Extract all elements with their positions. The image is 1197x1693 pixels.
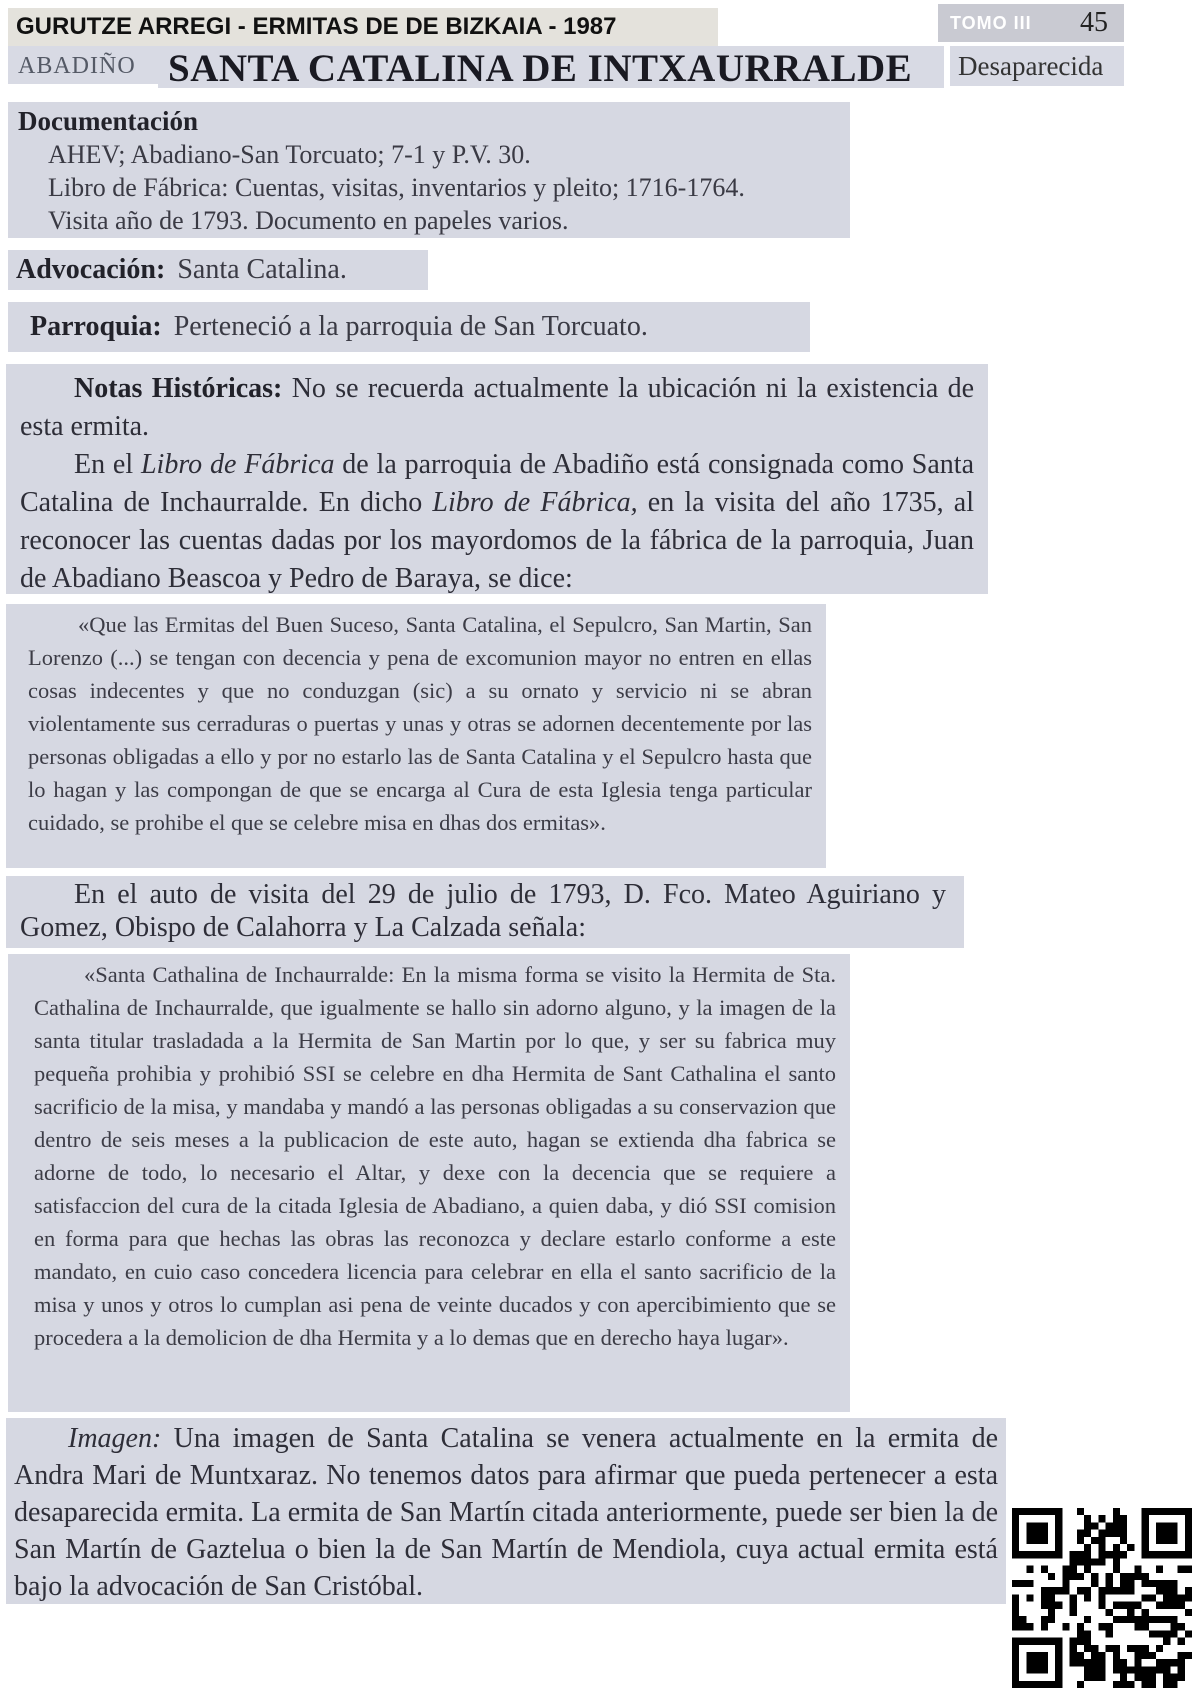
- page-title: SANTA CATALINA DE INTXAURRALDE: [158, 46, 944, 88]
- historical-notes-paragraph: [20, 446, 974, 598]
- documentation-line: Libro de Fábrica: Cuentas, visitas, inventarios y pleito; 1716-1764.: [48, 173, 745, 202]
- quote-1735-text: «Que las Ermitas del Buen Suceso, Santa Catalina, el Sepulcro, San Martin, San Lorenzo (...) se tengan con decencia y pena de excomunion mayor no entren en ellas cosas indecentes y que no conduzgan (sic) a su ornato y servicio ni se abran violentamente sus cerraduras o puertas y unas y otras se adornen decentemente por las personas obligadas a ello y por no estarlo las de Santa Catalina y el Sepulcro hasta que lo hagan y las compongan de que se encarga al Cura de esta Iglesia tenga particular cuidado, se prohibe el que se celebre misa en dhas dos ermitas».: [28, 612, 812, 835]
- notes-text-fragment: de la parroquia de Abadiño está consignada como Santa Catalina de Inchaurralde. En dicho: [20, 449, 975, 518]
- parish-value: Perteneció a la parroquia de San Torcuato.: [173, 311, 648, 342]
- image-label: Imagen:: [68, 1423, 162, 1454]
- quote-1735: [6, 604, 826, 868]
- documentation-heading: Documentación: [18, 106, 198, 136]
- book-title-italic: Libro de Fábrica: [140, 449, 335, 480]
- documentation-line: AHEV; Abadiano-San Torcuato; 7-1 y P.V. 30.: [48, 140, 531, 169]
- historical-notes-section: [6, 364, 988, 594]
- book-title-italic: Libro de Fábrica,: [432, 487, 638, 518]
- quote-1793-text: «Santa Cathalina de Inchaurralde: En la misma forma se visito la Hermita de Sta. Cathalina de Inchaurralde, que igualmente se hallo sin adorno alguno, y la imagen de la santa titular trasladada a la Hermita de San Martin por lo que, y ser su fabrica muy pequeña prohibia y prohibió SSI se celebre en dha Hermita de Sant Cathalina el santo sacrificio de la misa, y mandaba y mandó a las personas obligadas a su conservazion que dentro de seis meses a la publicacion de este auto, hagan se extienda dha fabrica se adorne de todo, lo necesario el Altar, y dexe con la decencia que se requiere a satisfaccion del cura de la citada Iglesia de Abadiano, a quien daba, y dió SSI comision en forma para que hechas las obras las reconozca y declare estarlo conforme a este mandato, en cuio caso concedera licencia para celebrar en ella el santo sacrificio de la misa y unos y otros lo cumplan asi pena de veinte ducados y con apercibimiento que se procedera a la demolicion de dha Hermita y a lo demas que en derecho haya lugar».: [34, 962, 836, 1350]
- image-text: Una imagen de Santa Catalina se venera actualmente en la ermita de Andra Mari de Muntxaraz. No tenemos datos para afirmar que pueda pertenecer a esta desaparecida ermita. La ermita de San Martín citada anteriormente, puede ser bien la de San Martín de Gaztelua o bien la de San Martín de Mendiola, cuya actual ermita está bajo la advocación de San Cristóbal.: [14, 1423, 998, 1602]
- advocation-value: Santa Catalina.: [177, 254, 347, 285]
- page-number: 45: [1080, 7, 1108, 38]
- visit-1793-text: En el auto de visita del 29 de julio de 1793, D. Fco. Mateo Aguiriano y Gomez, Obispo de Calahorra y La Calzada señala:: [20, 879, 946, 943]
- volume-label: TOMO III: [950, 13, 1032, 33]
- documentation-section: [8, 102, 850, 238]
- series-header: GURUTZE ARREGI - ERMITAS DE DE BIZKAIA - 1987: [8, 8, 718, 46]
- advocation-label: Advocación:: [16, 254, 166, 285]
- historical-notes-label: Notas Históricas:: [74, 373, 283, 404]
- quote-1793: [8, 954, 850, 1412]
- historical-notes-paragraph: [20, 370, 974, 446]
- advocation-section: [8, 250, 428, 290]
- documentation-line: Visita año de 1793. Documento en papeles varios.: [48, 206, 569, 235]
- status-label: Desaparecida: [950, 46, 1124, 86]
- parish-label: Parroquia:: [30, 311, 162, 342]
- qr-code-image: [1012, 1508, 1192, 1688]
- qr-code: [1012, 1508, 1192, 1688]
- image-section: [6, 1418, 1006, 1604]
- parish-section: [8, 302, 810, 352]
- place-name: ABADIÑO: [8, 46, 158, 84]
- image-paragraph: [14, 1420, 998, 1605]
- notes-text-fragment: en la visita del año 1735, al reconocer las cuentas dadas por los mayordomos de la fábrica de la parroquia, Juan de Abadiano Beascoa y Pedro de Baraya, se dice:: [20, 487, 975, 594]
- historical-notes-text: No se recuerda actualmente la ubicación ni la existencia de esta ermita.: [20, 373, 975, 442]
- volume-badge: [938, 4, 1124, 42]
- visit-1793-section: [6, 876, 964, 948]
- notes-text-fragment: En el: [74, 449, 134, 480]
